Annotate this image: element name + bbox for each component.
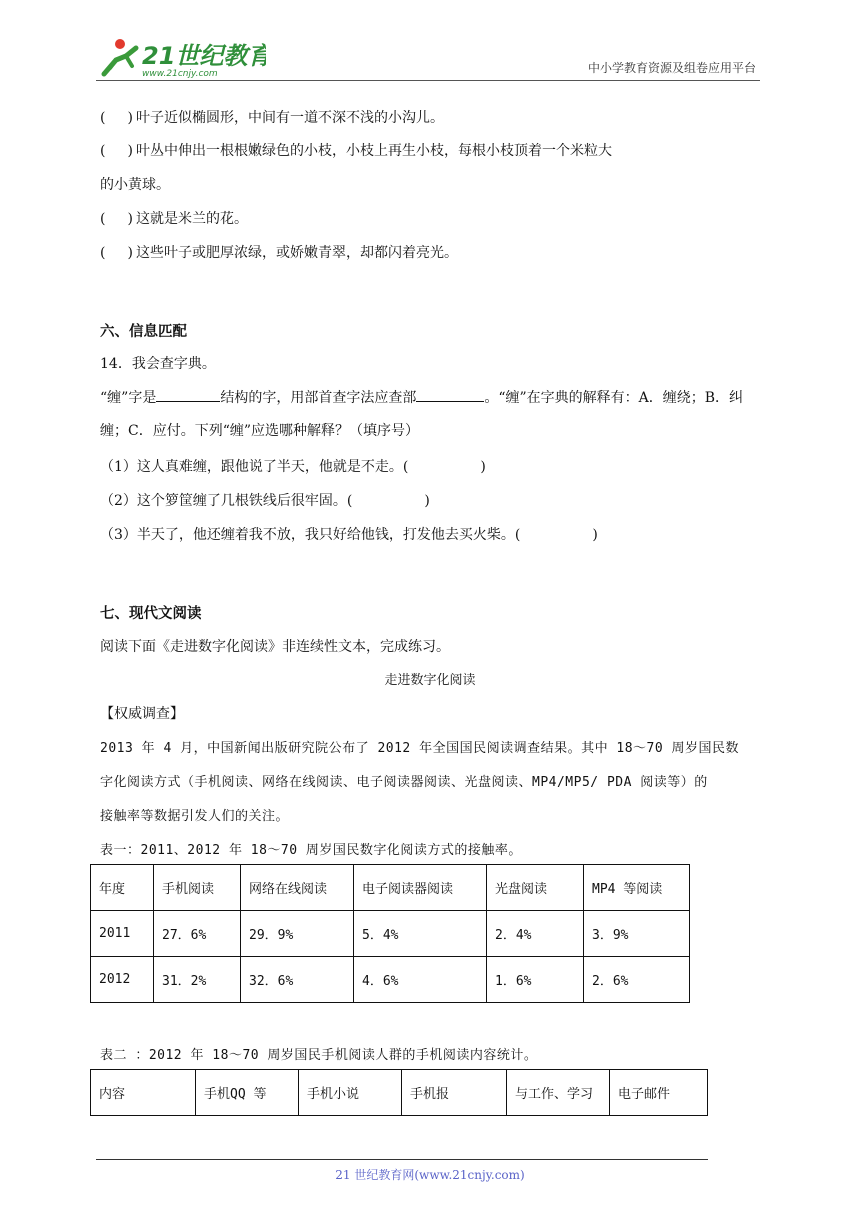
answer-bracket: ( )	[100, 110, 133, 126]
table-header-cell: 手机报	[402, 1070, 507, 1116]
table-header-cell: 光盘阅读	[487, 865, 584, 911]
table-cell: 2011	[91, 911, 154, 957]
answer-blank[interactable]	[416, 387, 484, 402]
runner-logo-icon	[96, 36, 266, 80]
data-table	[90, 864, 690, 1003]
table-cell: 2．4%	[487, 911, 584, 957]
table-cell: 2012	[91, 957, 154, 1003]
section-title: 七、现代文阅读	[100, 606, 202, 622]
table-header-cell: 手机小说	[299, 1070, 402, 1116]
table-caption: 表二 ：2012 年 18～70 周岁国民手机阅读人群的手机阅读内容统计。	[100, 1048, 538, 1063]
article-paragraph: 2013 年 4 月，中国新闻出版研究院公布了 2012 年全国国民阅读调查结果。其中 18～70 周岁国民数	[100, 741, 740, 756]
question-text: 缠；C．应付。下列“缠”应选哪种解释？（填序号）	[100, 423, 420, 439]
table-header-cell: 与工作、学习	[507, 1070, 610, 1116]
site-logo	[96, 36, 266, 80]
table-cell: 27．6%	[154, 911, 241, 957]
table-cell: 2．6%	[584, 957, 690, 1003]
table-cell: 31．2%	[154, 957, 241, 1003]
table-cell: 4．6%	[354, 957, 487, 1003]
platform-name: 中小学教育资源及组卷应用平台	[587, 61, 756, 75]
table-header-cell: MP4 等阅读	[584, 865, 690, 911]
header-divider	[96, 80, 760, 81]
answer-bracket: ( )	[100, 143, 133, 159]
sub-question: （3）半天了，他还缠着我不放，我只好给他钱，打发他去买火柴。( )	[100, 527, 598, 543]
list-item: ( ) 叶子近似椭圆形，中间有一道不深不浅的小沟儿。	[100, 110, 444, 126]
list-item-continuation: 的小黄球。	[100, 177, 170, 193]
table-header-cell: 电子阅读器阅读	[354, 865, 487, 911]
logo-text: 21世纪教育	[142, 42, 266, 70]
table-cell: 5．4%	[354, 911, 487, 957]
reading-intro: 阅读下面《走进数字化阅读》非连续性文本，完成练习。	[100, 639, 450, 655]
answer-bracket: ( )	[100, 245, 133, 261]
sub-question: （2）这个箩筐缠了几根铁线后很牢固。( )	[100, 493, 430, 509]
list-item: ( ) 这些叶子或肥厚浓绿，或娇嫩青翠，却都闪着亮光。	[100, 245, 458, 261]
answer-blank[interactable]	[156, 387, 220, 402]
footer-link[interactable]: 21 世纪教育网(www.21cnjy.com)	[335, 1168, 525, 1182]
article-paragraph: 字化阅读方式（手机阅读、网络在线阅读、电子阅读器阅读、光盘阅读、MP4/MP5/ PDA 阅读等）的	[100, 775, 708, 790]
table-header-cell: 手机阅读	[154, 865, 241, 911]
question-text: “缠”字是 结构的字，用部首查字法应查部 。“缠”在字典的解释有：A．缠绕；B．纠	[100, 387, 743, 407]
section-title: 六、信息匹配	[100, 324, 187, 340]
table-cell: 3．9%	[584, 911, 690, 957]
table-header-cell: 年度	[91, 865, 154, 911]
sub-question: （1）这人真难缠，跟他说了半天，他就是不走。( )	[100, 459, 486, 475]
question-number: 14．我会查字典。	[100, 356, 216, 372]
data-table	[90, 1069, 708, 1116]
article-paragraph: 接触率等数据引发人们的关注。	[100, 809, 290, 824]
table-header-row	[91, 1070, 708, 1116]
table-row	[91, 911, 690, 957]
table-header-cell: 手机QQ 等	[196, 1070, 299, 1116]
table-header-cell: 电子邮件	[610, 1070, 708, 1116]
table-header-cell: 内容	[91, 1070, 196, 1116]
table-cell: 29．9%	[241, 911, 354, 957]
table-header-row	[91, 865, 690, 911]
table-row	[91, 957, 690, 1003]
list-item: ( ) 叶丛中伸出一根根嫩绿色的小枝，小枝上再生小枝，每根小枝顶着一个米粒大	[100, 143, 612, 159]
table-cell: 32．6%	[241, 957, 354, 1003]
article-title: 走进数字化阅读	[384, 673, 476, 688]
logo-url: www.21cnjy.com	[142, 69, 218, 79]
article-tag: 【权威调查】	[100, 706, 184, 722]
table-cell: 1．6%	[487, 957, 584, 1003]
list-item: ( ) 这就是米兰的花。	[100, 211, 248, 227]
table-caption: 表一：2011、2012 年 18～70 周岁国民数字化阅读方式的接触率。	[100, 843, 522, 858]
answer-bracket: ( )	[100, 211, 133, 227]
table-header-cell: 网络在线阅读	[241, 865, 354, 911]
footer-divider	[96, 1159, 708, 1160]
